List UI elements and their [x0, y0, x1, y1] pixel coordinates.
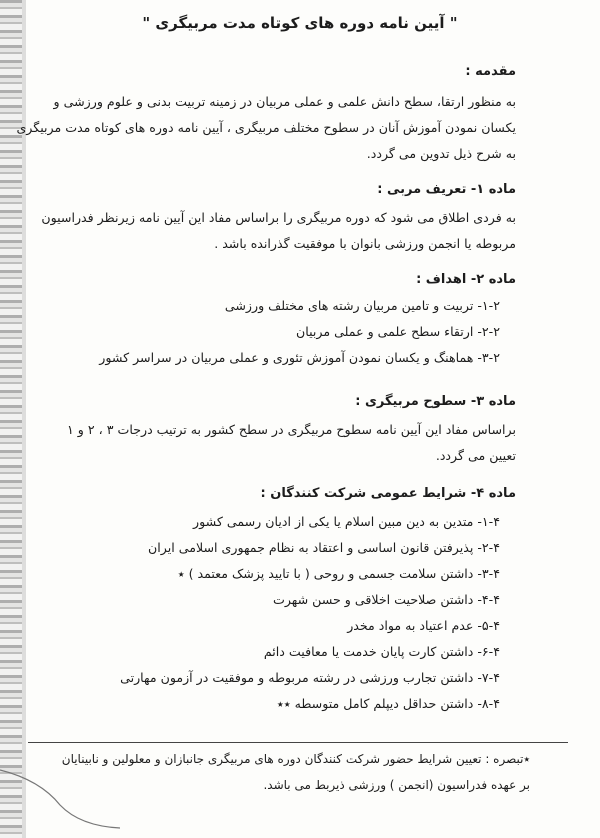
article4-item-5: ۵-۴- عدم اعتیاد به مواد مخدر: [347, 618, 500, 633]
intro-heading: مقدمه :: [465, 64, 516, 79]
article3-line-2: تعیین می گردد.: [435, 448, 516, 463]
article3-heading: ماده ۳- سطوح مربیگری :: [355, 394, 516, 409]
intro-line-2: یکسان نمودن آموزش آنان در سطوح مختلف مربیگری ، آیین نامه دوره های کوتاه مدت مربیگری: [16, 120, 516, 135]
article2-heading: ماده ۲- اهداف :: [416, 272, 516, 287]
intro-line-1: به منظور ارتقا، سطح دانش علمی و عملی مربیان در زمینه تربیت بدنی و علوم ورزشی و: [53, 94, 516, 109]
intro-line-3: به شرح ذیل تدوین می گردد.: [366, 146, 516, 161]
article4-item-6: ۶-۴- داشتن کارت پایان خدمت یا معافیت دائم: [263, 644, 500, 659]
article3-line-1: براساس مفاد این آیین نامه سطوح مربیگری در سطح کشور به ترتیب درجات ۳ ، ۲ و ۱: [67, 422, 516, 437]
article2-item-2: ۲-۲- ارتقاء سطح علمی و عملی مربیان: [296, 324, 500, 339]
article4-heading: ماده ۴- شرایط عمومی شرکت کنندگان :: [260, 486, 516, 501]
article2-item-3: ۳-۲- هماهنگ و یکسان نمودن آموزش تئوری و عملی مربیان در سراسر کشور: [99, 350, 500, 365]
article4-item-2: ۲-۴- پذیرفتن قانون اساسی و اعتقاد به نظام جمهوری اسلامی ایران: [148, 540, 500, 555]
footnote-line-1: ٭تبصره : تعیین شرایط حضور شرکت کنندگان دوره های مربیگری جانبازان و معلولین و نابینایان: [61, 752, 530, 766]
article4-item-3: ۳-۴- داشتن سلامت جسمی و روحی ( با تایید پزشک معتمد ) ٭: [177, 566, 500, 581]
article4-item-4: ۴-۴- داشتن صلاحیت اخلاقی و حسن شهرت: [272, 592, 500, 607]
footnote-line-2: بر عهده فدراسیون (انجمن ) ورزشی ذیربط می باشد.: [263, 778, 530, 792]
scan-curve-artifact: [0, 760, 120, 830]
document-title: " آیین نامه دوره های کوتاه مدت مربیگری ": [142, 14, 458, 32]
article1-line-2: مربوطه یا انجمن ورزشی بانوان با موفقیت گذرانده باشد .: [214, 236, 516, 251]
article4-item-1: ۱-۴- متدین به دین مبین اسلام یا یکی از ادیان رسمی کشور: [193, 514, 500, 529]
article4-item-8: ۸-۴- داشتن حداقل دیپلم کامل متوسطه ٭٭: [276, 696, 500, 711]
article1-line-1: به فردی اطلاق می شود که دوره مربیگری را براساس مفاد این آیین نامه زیرنظر فدراسیون: [41, 210, 516, 225]
article2-item-1: ۱-۲- تربیت و تامین مربیان رشته های مختلف ورزشی: [224, 298, 500, 313]
article4-item-7: ۷-۴- داشتن تجارب ورزشی در رشته مربوطه و موفقیت در آزمون مهارتی: [120, 670, 500, 685]
article1-heading: ماده ۱- تعریف مربی :: [377, 182, 516, 197]
footnote-divider: [28, 742, 568, 743]
